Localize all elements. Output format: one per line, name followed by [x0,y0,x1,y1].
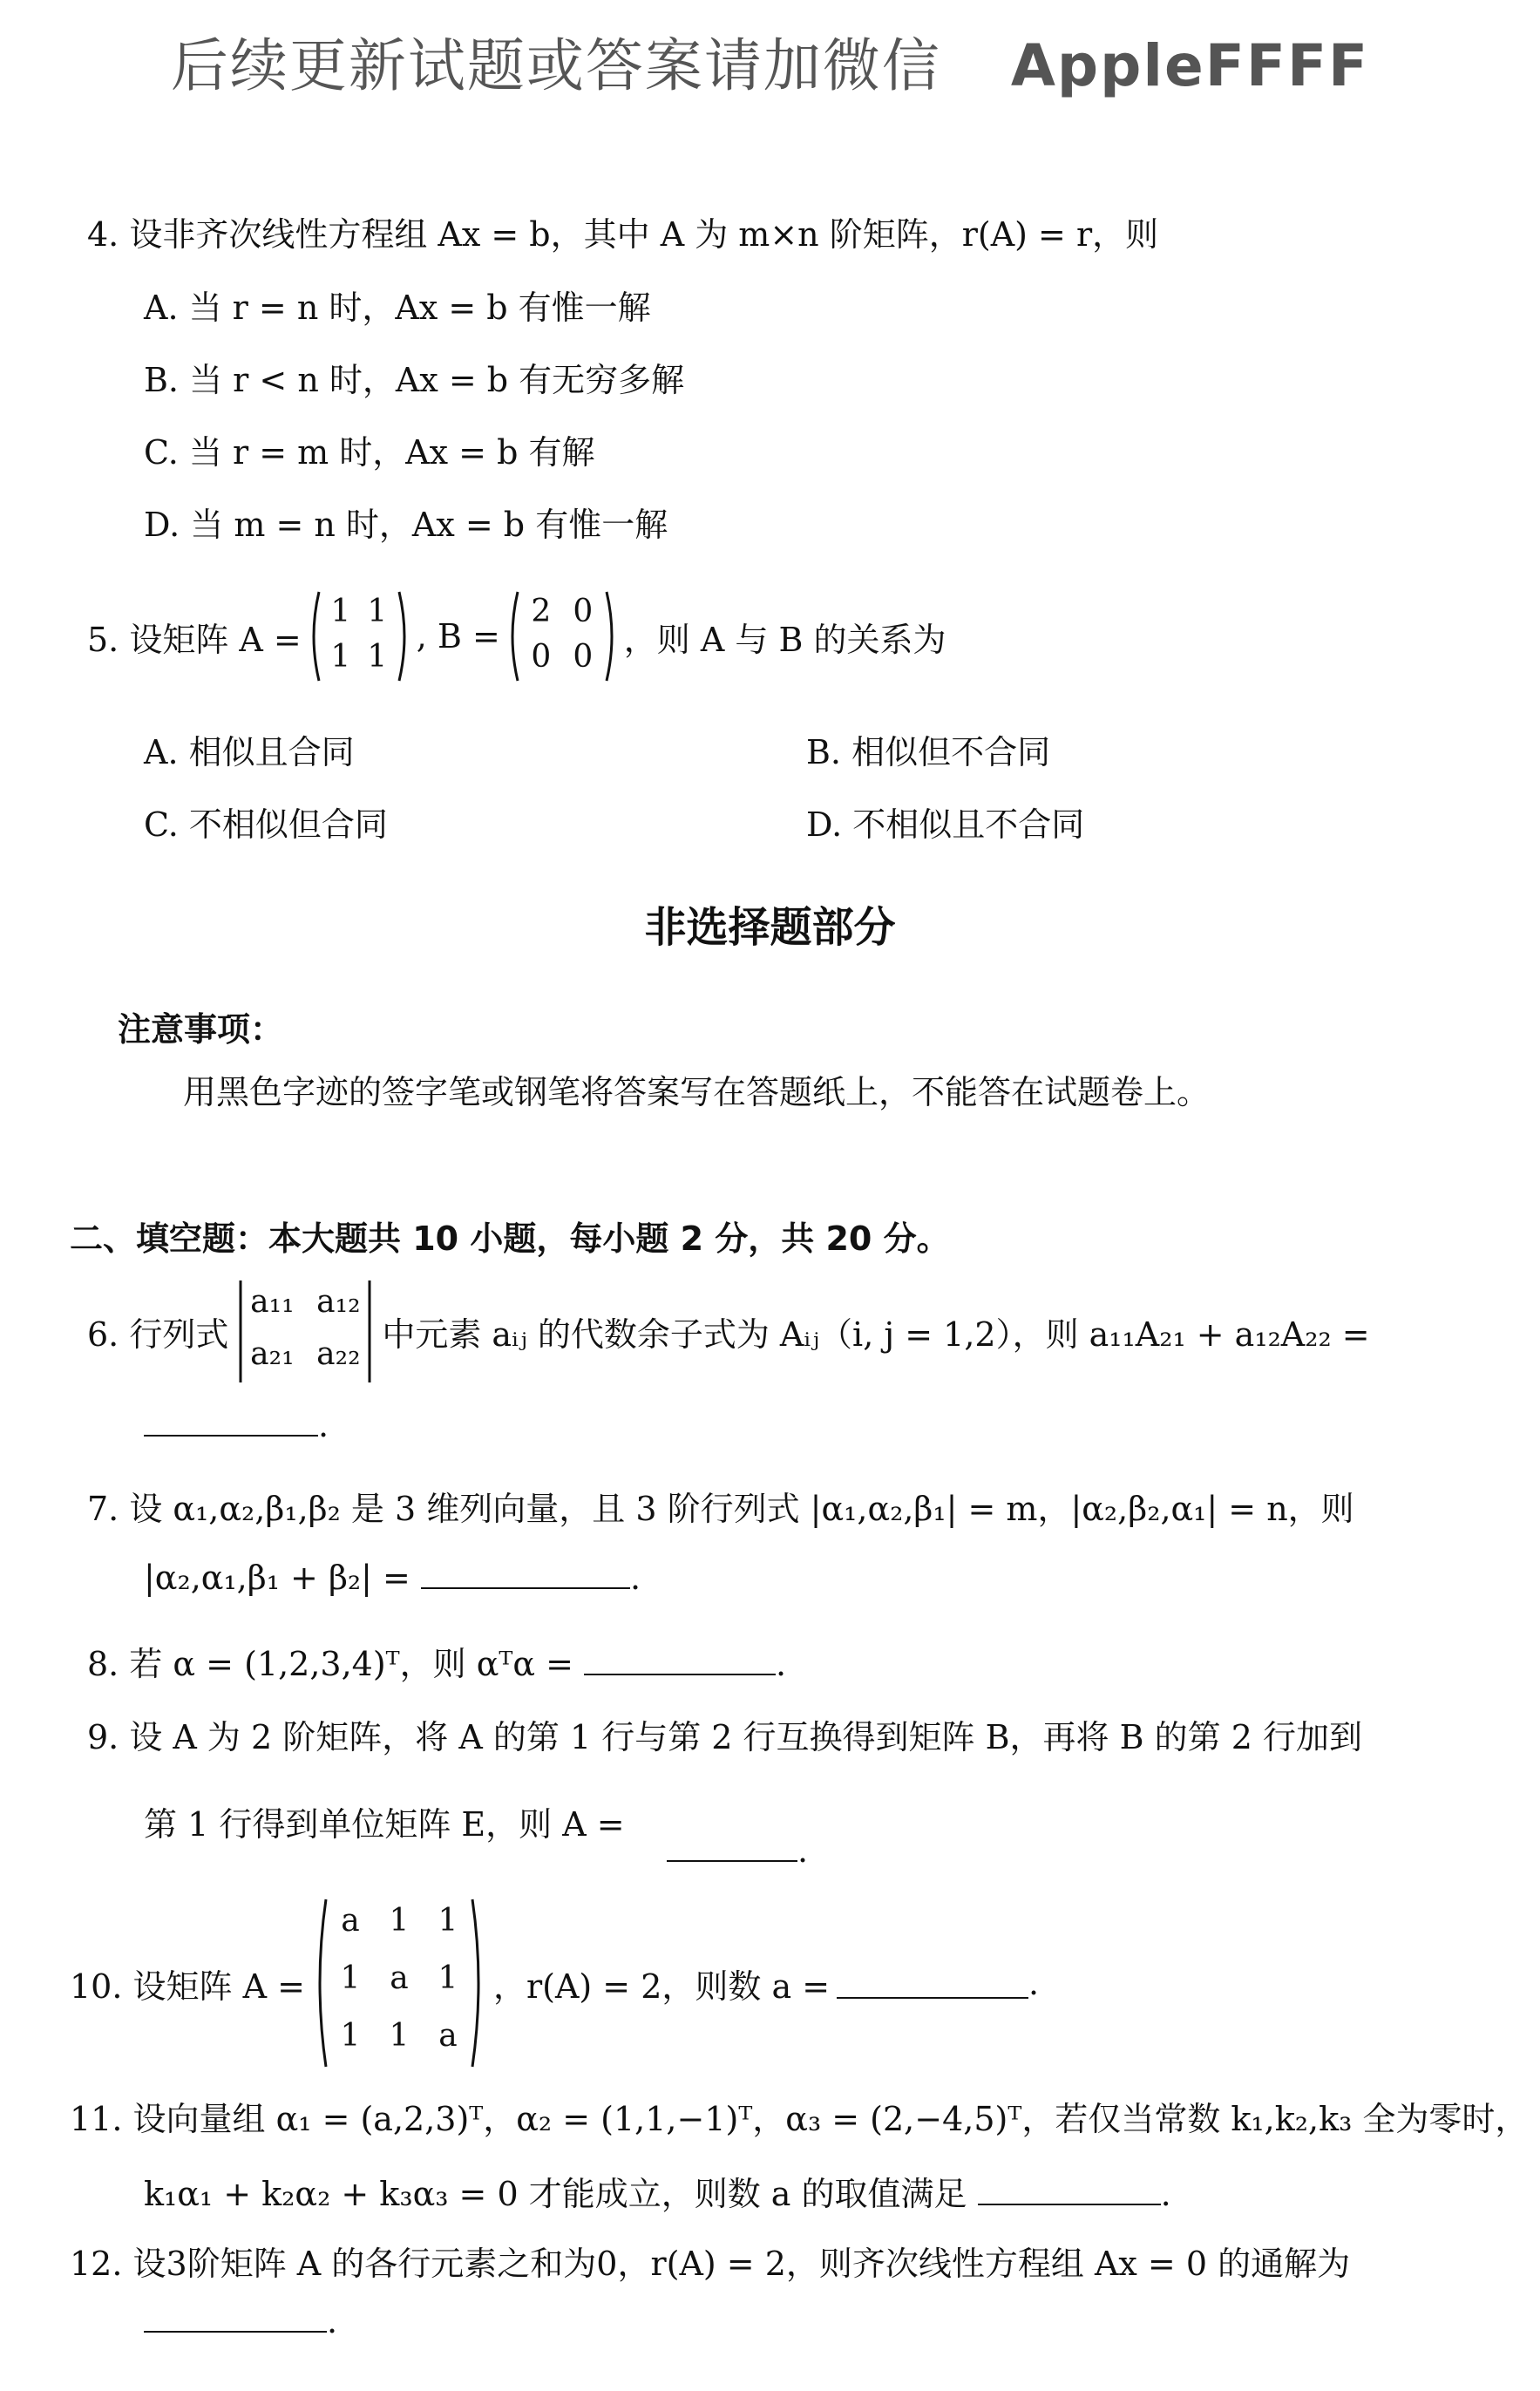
matrix-cell: 1 [438,1903,458,1939]
q5-matrix-a [307,588,411,684]
q9-answer [667,1831,808,1870]
notes-text: 用黑色字迹的签字笔或钢笔将答案写在答题纸上，不能答在试题卷上。 [183,1073,1211,1111]
q11-end: . [1160,2175,1171,2213]
answer-blank [584,1644,776,1675]
q10-prefix: 10. 设矩阵 A = [70,1966,305,2006]
q7-line1: 7. 设 α₁,α₂,β₁,β₂ 是 3 维列向量，且 3 阶行列式 |α₁,α₂,β₁| = m，|α₂,β₂,α₁| = n，则 [87,1490,1354,1528]
matrix-b-cell: 2 [531,594,552,629]
q4-option-a: A. 当 r = n 时，Ax = b 有惟一解 [144,289,651,327]
q4-option-d: D. 当 m = n 时，Ax = b 有惟一解 [144,506,668,544]
matrix-b-cell: 0 [573,639,594,675]
matrix-cell: 1 [340,2018,361,2054]
q6-determinant [235,1277,375,1386]
section-heading: 非选择题部分 [644,903,896,952]
det-cell: a₂₂ [316,1336,361,1372]
q5-stem [87,588,946,684]
det-cell: a₂₁ [250,1336,295,1372]
matrix-cell: 1 [438,1960,458,1996]
matrix-a-cell: 1 [330,639,351,675]
q12-answer [144,2301,337,2340]
matrix-brackets [307,588,411,684]
banner-text: 后续更新试题或答案请加微信 [170,32,941,99]
q4-option-c: C. 当 r = m 时，Ax = b 有解 [144,433,595,472]
banner-wechat: AppleFFFF [1010,32,1370,99]
q9-line2: 第 1 行得到单位矩阵 E，则 A = [144,1805,625,1844]
q6-answer [144,1405,329,1444]
q11-line1: 11. 设向量组 α₁ = (a,2,3)ᵀ，α₂ = (1,1,−1)ᵀ，α₃ = (2,−4,5)ᵀ，若仅当常数 k₁,k₂,k₃ 全为零时， [70,2100,1529,2138]
q8-text: 8. 若 α = (1,2,3,4)ᵀ，则 αᵀα = [87,1645,573,1683]
matrix-brackets [505,588,619,684]
matrix-cell: 1 [389,1903,410,1939]
q11-expression: k₁α₁ + k₂α₂ + k₃α₃ = 0 才能成立，则数 a 的取值满足 [144,2175,967,2213]
det-cell: a₁₁ [250,1284,295,1320]
q6-suffix: 中元素 aᵢⱼ 的代数余子式为 Aᵢⱼ（i, j = 1,2），则 a₁₁A₂₁ + a₁₂A₂₂ = [382,1315,1370,1354]
section-fill-in: 二、填空题：本大题共 10 小题，每小题 2 分，共 20 分。 [70,1219,950,1258]
matrix-a-cell: 1 [367,594,388,629]
answer-blank [837,1967,1028,1999]
det-cell: a₁₂ [316,1284,361,1320]
matrix-cell: a [438,2018,458,2054]
answer-blank [421,1558,630,1589]
answer-blank [144,1405,318,1437]
notes-title: 注意事项： [118,1010,284,1049]
answer-blank [978,2174,1161,2205]
q10-end: . [1028,1964,1040,2002]
q5-prefix: 5. 设矩阵 A = [87,620,302,659]
matrix-cell: a [390,1960,409,1996]
q7-expression: |α₂,α₁,β₁ + β₂| = [144,1559,410,1597]
matrix-a-cell: 1 [330,594,351,629]
matrix-cell: 1 [389,2018,410,2054]
q5-option-a: A. 相似且合同 [144,733,355,771]
q10-stem [70,1896,1039,2070]
matrix-b-cell: 0 [531,639,552,675]
matrix-cell: 1 [340,1960,361,1996]
q5-option-b: B. 相似但不合同 [806,733,1051,771]
q11-line2 [144,2167,1171,2215]
q6-prefix: 6. 行列式 [87,1315,229,1354]
q7-end: . [629,1559,641,1597]
q4-stem: 4. 设非齐次线性方程组 Ax = b，其中 A 为 m×n 阶矩阵，r(A) = r，则 [87,215,1159,254]
matrix-a-cell: 1 [367,639,388,675]
q8-end: . [776,1645,787,1683]
q7-line2 [144,1558,641,1597]
q10-matrix [312,1896,486,2070]
matrix-cell: a [341,1903,360,1939]
q5-option-d: D. 不相似且不合同 [806,805,1085,844]
q6-stem [87,1277,1370,1386]
q8 [87,1637,786,1685]
q5-middle: , B = [416,617,500,655]
q4-option-b: B. 当 r < n 时，Ax = b 有无穷多解 [144,361,685,399]
answer-blank [667,1831,797,1862]
matrix-b-cell: 0 [573,594,594,629]
q9-line1: 9. 设 A 为 2 阶矩阵，将 A 的第 1 行与第 2 行互换得到矩阵 B，再将 B 的第 2 行加到 [87,1718,1362,1756]
q12-line1: 12. 设3阶矩阵 A 的各行元素之和为0，r(A) = 2，则齐次线性方程组 Ax = 0 的通解为 [70,2245,1351,2283]
q5-option-c: C. 不相似但合同 [144,805,388,844]
q10-suffix: ，r(A) = 2，则数 a = [492,1966,831,2006]
q5-suffix: ，则 A 与 B 的关系为 [623,620,946,659]
q5-matrix-b [505,588,619,684]
answer-blank [144,2301,327,2333]
q6-end: . [318,1406,329,1444]
q12-end: . [327,2302,338,2340]
banner [0,19,1540,102]
q9-end: . [797,1831,809,1870]
